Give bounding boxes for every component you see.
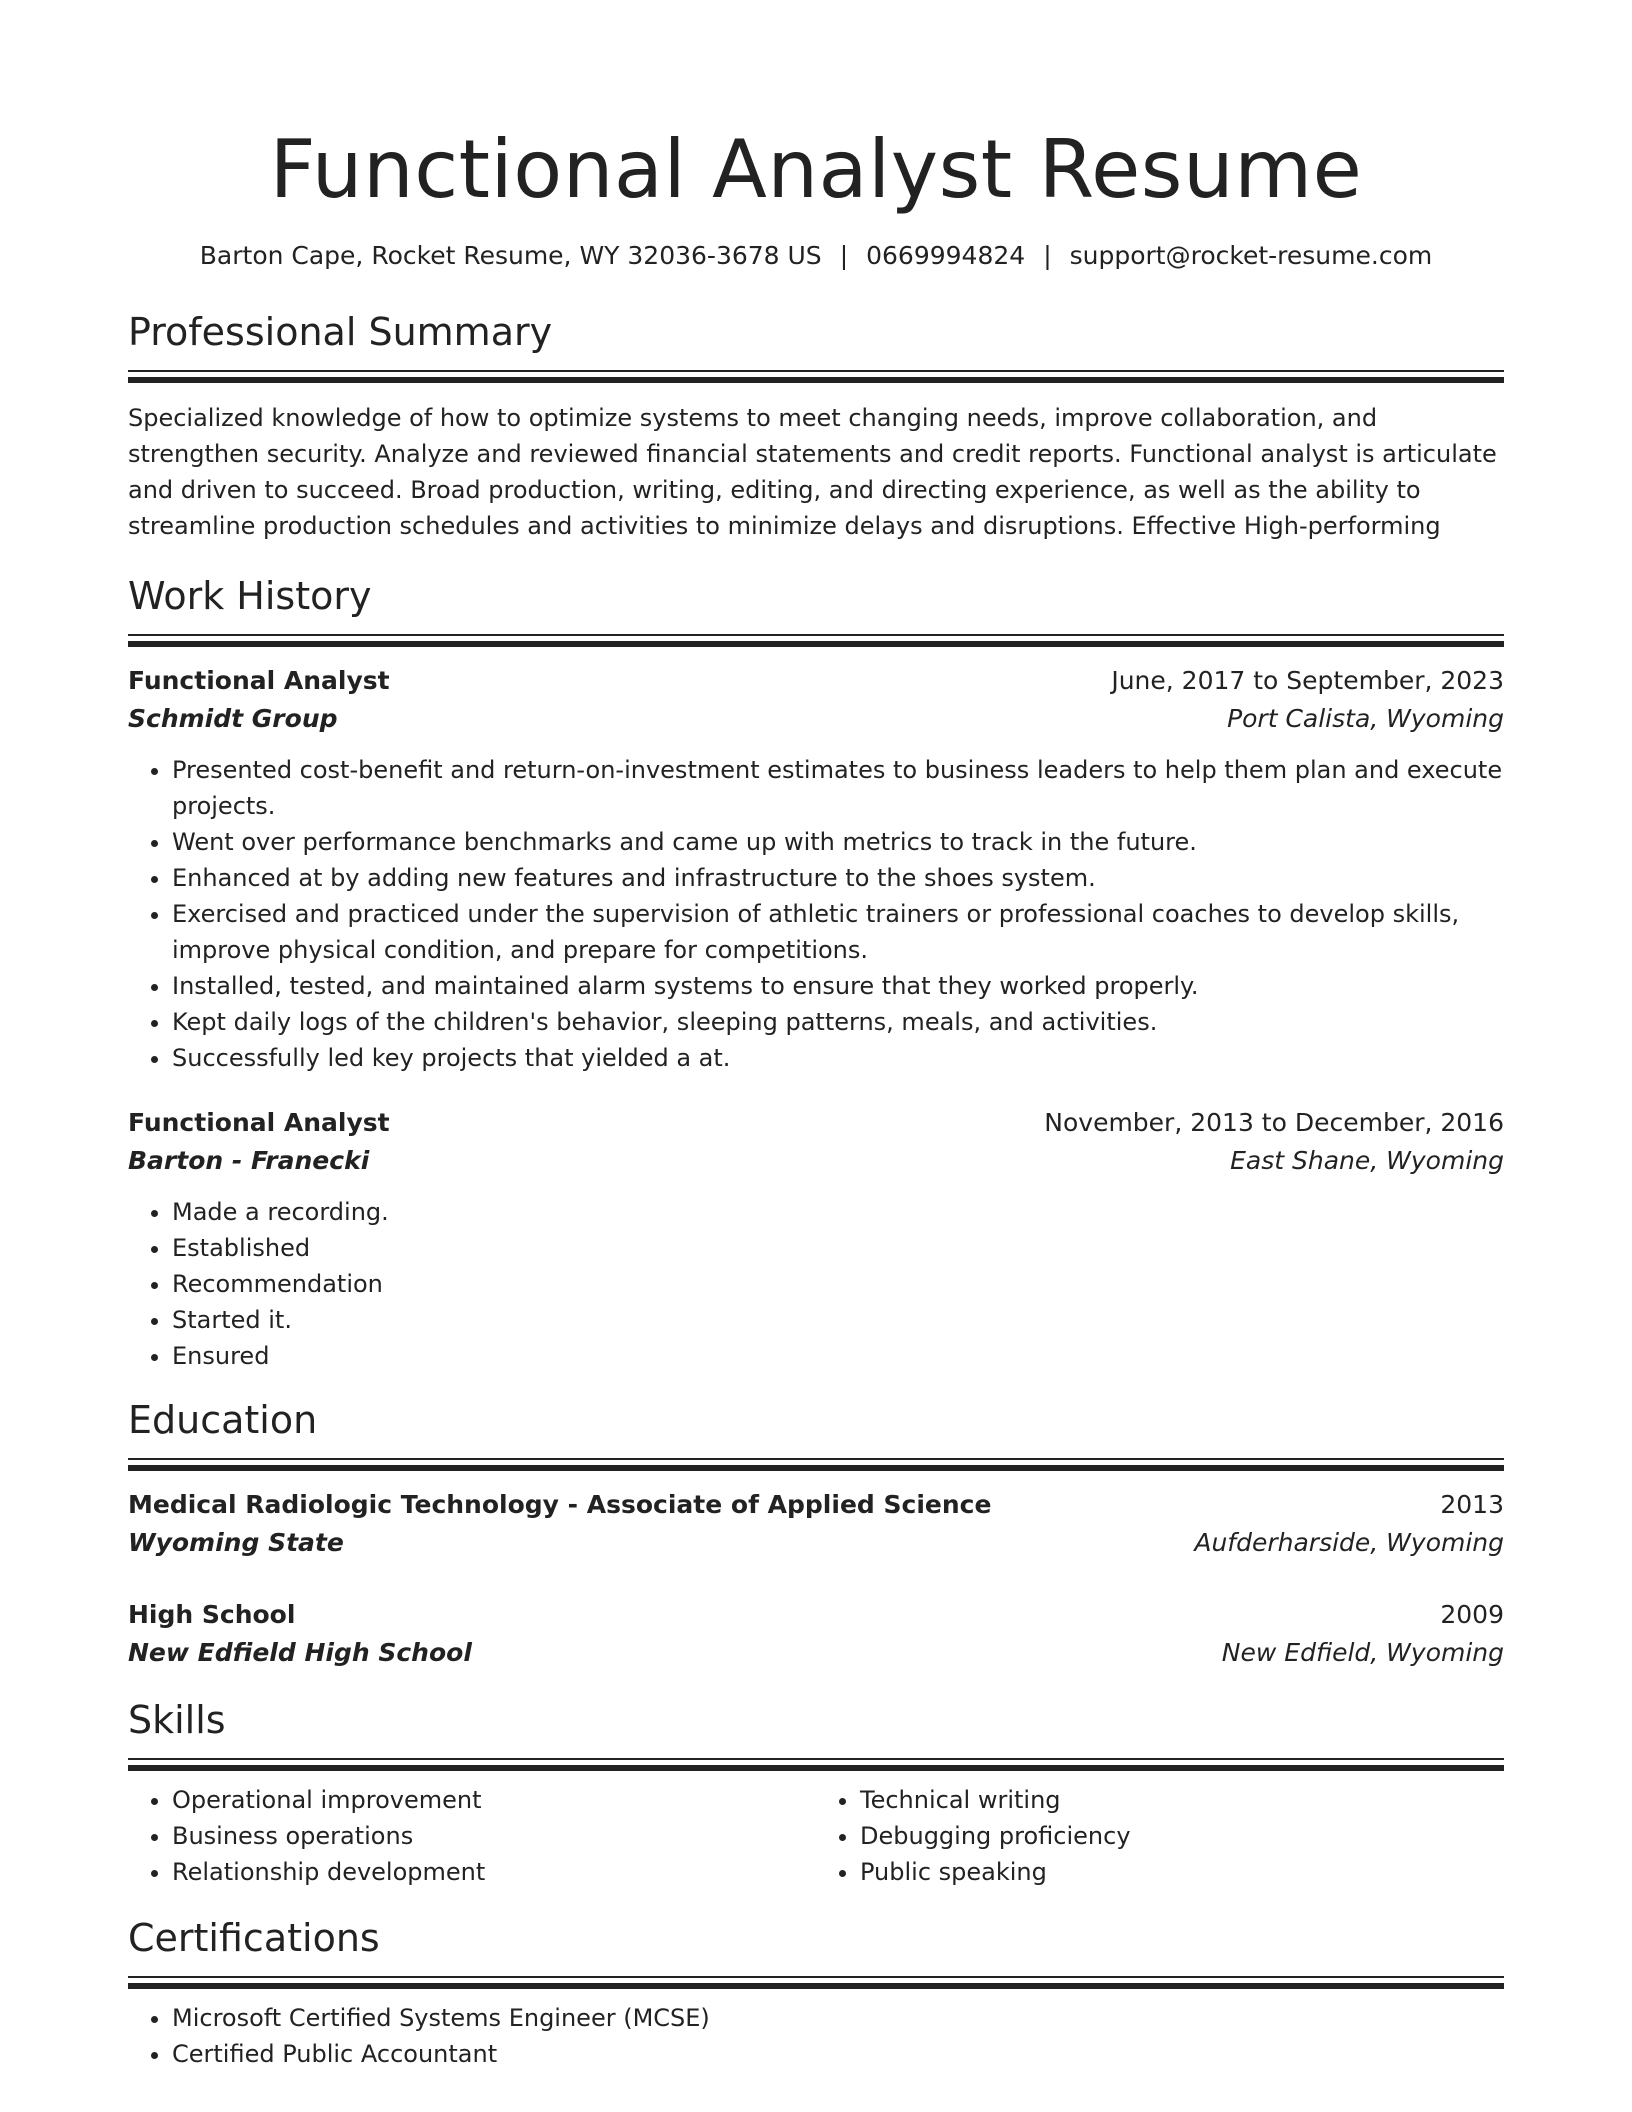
list-item: • Kept daily logs of the children's behavior, sleeping patterns, meals, and activities. [172, 1004, 1504, 1040]
list-item: • Presented cost-benefit and return-on-investment estimates to business leaders to help them plan and execute projects. [172, 752, 1504, 824]
education-degree: High School [128, 1600, 296, 1629]
job-title: Functional Analyst [128, 1108, 390, 1137]
resume-page [128, 0, 1504, 2072]
section-heading-education: Education [128, 1398, 318, 1442]
list-item: • Recommendation [172, 1266, 1504, 1302]
job-entry [128, 1104, 1504, 1374]
skills-column-right [816, 1782, 1504, 1890]
education-location: New Edfield, Wyoming [1221, 1638, 1504, 1667]
summary-text: Specialized knowledge of how to optimize systems to meet changing needs, improve collaboration, and strengthen security. Analyze and reviewed financial statements and credit reports. Functional analyst is articulate and driven to succeed. Broad production, writing, editing, and directing experience, as well as the ability to streamline production schedules and activities to minimize delays and disruptions. Effective High-performing [128, 404, 1497, 540]
contact-separator: | [1043, 241, 1052, 270]
job-bullets [128, 752, 1504, 1076]
job-entry [128, 662, 1504, 1076]
job-subheader [128, 700, 1504, 738]
section-divider [128, 634, 1504, 646]
section-divider [128, 370, 1504, 382]
certifications-list [128, 2000, 1504, 2072]
job-dates: June, 2017 to September, 2023 [1111, 666, 1504, 695]
contact-phone: 0669994824 [866, 241, 1026, 270]
list-item: • Microsoft Certified Systems Engineer (MCSE) [172, 2000, 1504, 2036]
list-item: • Relationship development [172, 1854, 816, 1890]
skills-section [128, 1696, 1504, 1890]
job-company: Barton - Franecki [128, 1146, 370, 1175]
education-entry [128, 1596, 1504, 1672]
list-item: • Started it. [172, 1302, 1504, 1338]
list-item: • Operational improvement [172, 1782, 816, 1818]
list-item: • Enhanced at by adding new features and infrastructure to the shoes system. [172, 860, 1504, 896]
section-heading-certifications: Certifications [128, 1916, 380, 1960]
education-section [128, 1396, 1504, 1672]
education-year: 2013 [1440, 1490, 1504, 1519]
education-year: 2009 [1440, 1600, 1504, 1629]
section-divider [128, 1976, 1504, 1988]
contact-line [128, 238, 1504, 274]
list-item: • Public speaking [860, 1854, 1504, 1890]
education-header [128, 1596, 1504, 1634]
education-location: Aufderharside, Wyoming [1194, 1528, 1504, 1557]
list-item: • Ensured [172, 1338, 1504, 1374]
list-item: • Technical writing [860, 1782, 1504, 1818]
list-item: • Certified Public Accountant [172, 2036, 1504, 2072]
section-heading-summary: Professional Summary [128, 310, 553, 354]
job-title: Functional Analyst [128, 666, 390, 695]
contact-separator: | [839, 241, 849, 270]
job-location: East Shane, Wyoming [1230, 1146, 1504, 1175]
education-school: New Edfield High School [128, 1638, 472, 1667]
job-company: Schmidt Group [128, 704, 338, 733]
skills-grid [128, 1782, 1504, 1890]
education-school: Wyoming State [128, 1528, 344, 1557]
list-item: • Installed, tested, and maintained alarm systems to ensure that they worked properly. [172, 968, 1504, 1004]
education-entry [128, 1486, 1504, 1562]
skills-column-left [128, 1782, 816, 1890]
list-item: • Established [172, 1230, 1504, 1266]
work-section [128, 572, 1504, 1374]
section-heading-skills: Skills [128, 1698, 226, 1742]
summary-section [128, 308, 1504, 544]
job-bullets [128, 1194, 1504, 1374]
section-divider [128, 1758, 1504, 1770]
job-location: Port Calista, Wyoming [1227, 704, 1504, 733]
job-subheader [128, 1142, 1504, 1180]
job-dates: November, 2013 to December, 2016 [1044, 1108, 1504, 1137]
resume-title: Functional Analyst Resume [269, 123, 1363, 216]
contact-email[interactable]: support@rocket-resume.com [1069, 241, 1433, 270]
list-item: • Exercised and practiced under the supervision of athletic trainers or professional coaches to develop skills, improve physical condition, and prepare for competitions. [172, 896, 1504, 968]
education-header [128, 1486, 1504, 1524]
list-item: • Went over performance benchmarks and came up with metrics to track in the future. [172, 824, 1504, 860]
section-divider [128, 1458, 1504, 1470]
education-degree: Medical Radiologic Technology - Associate of Applied Science [128, 1490, 992, 1519]
list-item: • Business operations [172, 1818, 816, 1854]
job-header [128, 1104, 1504, 1142]
education-subheader [128, 1634, 1504, 1672]
education-subheader [128, 1524, 1504, 1562]
list-item: • Debugging proficiency [860, 1818, 1504, 1854]
list-item: • Successfully led key projects that yielded a at. [172, 1040, 1504, 1076]
certifications-section [128, 1914, 1504, 2072]
contact-address: Barton Cape, Rocket Resume, WY 32036-3678 US [199, 241, 822, 270]
job-header [128, 662, 1504, 700]
section-heading-work: Work History [128, 574, 372, 618]
list-item: • Made a recording. [172, 1194, 1504, 1230]
